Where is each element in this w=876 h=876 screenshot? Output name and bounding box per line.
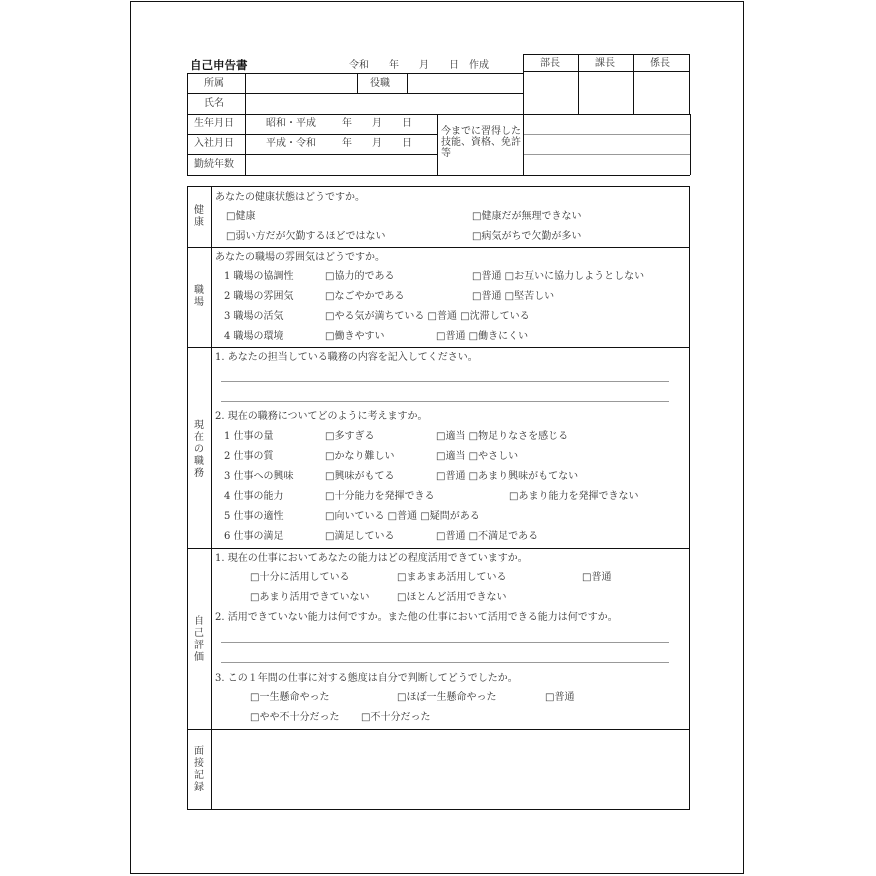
write-line[interactable] [221,401,669,402]
duties-option[interactable]: □あまり能力を発揮できない [509,491,639,502]
self-eval-q1-option[interactable]: □普通 [582,572,612,583]
health-option-weak[interactable]: □弱い方だが欠勤するほどではない [226,231,386,242]
health-option-limited[interactable]: □健康だが無理できない [472,211,582,222]
section-label-interview: 面 接 記 録 [194,746,204,793]
workplace-item: 1 職場の協調性 [224,271,294,282]
duties-option[interactable]: □興味がもてる [325,471,395,482]
self-eval-q3-option[interactable]: □不十分だった [361,712,431,723]
workplace-option[interactable]: □やる気が満ちている □普通 □沈滞している [325,311,530,322]
workplace-option[interactable]: □働きやすい [325,331,385,342]
health-option-healthy[interactable]: □健康 [226,211,256,222]
write-line[interactable] [221,381,669,382]
self-eval-question-3: 3. この１年間の仕事に対する態度は自分で判断してどうでしたか。 [215,673,518,684]
duties-question-1: 1. あなたの担当している職務の内容を記入してください。 [215,352,478,363]
section-label-self-eval: 自 己 評 価 [194,616,204,663]
self-eval-q3-option[interactable]: □普通 [545,692,575,703]
workplace-item: 2 職場の雰囲気 [224,291,294,302]
approval-kacho: 課長 [595,58,615,69]
label-affiliation: 所属 [204,78,224,89]
label-name: 氏名 [204,98,224,109]
duties-option[interactable]: □適当 □やさしい [436,451,519,462]
join-ymd: 年 月 日 [342,138,412,149]
workplace-option[interactable]: □普通 □お互いに協力しようとしない [472,271,645,282]
workplace-question: あなたの職場の雰囲気はどうですか。 [215,252,385,263]
duties-option[interactable]: □十分能力を発揮できる [325,491,435,502]
duties-option[interactable]: □向いている □普通 □疑問がある [325,511,480,522]
join-era: 平成・令和 [266,138,316,149]
health-option-sickly[interactable]: □病気がちで欠勤が多い [472,231,582,242]
duties-item: 6 仕事の満足 [224,531,284,542]
health-question: あなたの健康状態はどうですか。 [215,192,365,203]
duties-option[interactable]: □多すぎる [325,431,375,442]
self-eval-q3-option[interactable]: □一生懸命やった [250,692,330,703]
duties-item: 3 仕事への興味 [224,471,294,482]
date-line: 令和 年 月 日 作成 [349,60,489,71]
duties-item: 2 仕事の質 [224,451,274,462]
self-eval-q1-option[interactable]: □あまり活用できていない [250,592,370,603]
duties-option[interactable]: □普通 □不満足である [436,531,539,542]
write-line[interactable] [221,662,669,663]
workplace-option[interactable]: □協力的である [325,271,395,282]
document-title: 自己申告書 [190,58,248,72]
label-join-date: 入社月日 [194,138,234,149]
self-eval-q1-option[interactable]: □まあまあ活用している [397,572,507,583]
workplace-option[interactable]: □普通 □働きにくい [436,331,529,342]
interview-record-area[interactable] [213,731,688,808]
duties-option[interactable]: □満足している [325,531,395,542]
section-label-workplace: 職 場 [194,285,204,308]
duties-item: 1 仕事の量 [224,431,274,442]
workplace-option[interactable]: □普通 □堅苦しい [472,291,555,302]
birth-era: 昭和・平成 [266,118,316,129]
self-eval-question-2: 2. 活用できていない能力は何ですか。また他の仕事において活用できる能力は何ですか。 [215,612,618,623]
duties-question-2: 2. 現在の職務についてどのように考えますか。 [215,411,428,422]
label-tenure: 勤続年数 [194,159,234,170]
workplace-option[interactable]: □なごやかである [325,291,405,302]
section-label-health: 健 康 [194,205,204,228]
self-eval-q1-option[interactable]: □ほとんど活用できない [397,592,507,603]
self-eval-question-1: 1. 現在の仕事においてあなたの能力はどの程度活用できていますか。 [215,553,528,564]
birth-ymd: 年 月 日 [342,118,412,129]
duties-item: 5 仕事の適性 [224,511,284,522]
approval-bucho: 部長 [540,58,560,69]
write-line[interactable] [221,642,669,643]
duties-item: 4 仕事の能力 [224,491,284,502]
self-eval-q3-option[interactable]: □やや不十分だった [250,712,340,723]
section-label-duties: 現 在 の 職 務 [194,420,204,479]
label-skills: 今までに習得した技能、資格、免許等 [441,126,521,159]
duties-option[interactable]: □かなり難しい [325,451,395,462]
self-eval-q1-option[interactable]: □十分に活用している [250,572,350,583]
duties-option[interactable]: □普通 □あまり興味がもてない [436,471,579,482]
label-birth-date: 生年月日 [194,118,234,129]
workplace-item: 4 職場の環境 [224,331,284,342]
workplace-item: 3 職場の活気 [224,311,284,322]
self-eval-q3-option[interactable]: □ほぼ一生懸命やった [397,692,497,703]
approval-kakaricho: 係長 [650,58,670,69]
label-position: 役職 [370,78,390,89]
duties-option[interactable]: □適当 □物足りなさを感じる [436,431,569,442]
